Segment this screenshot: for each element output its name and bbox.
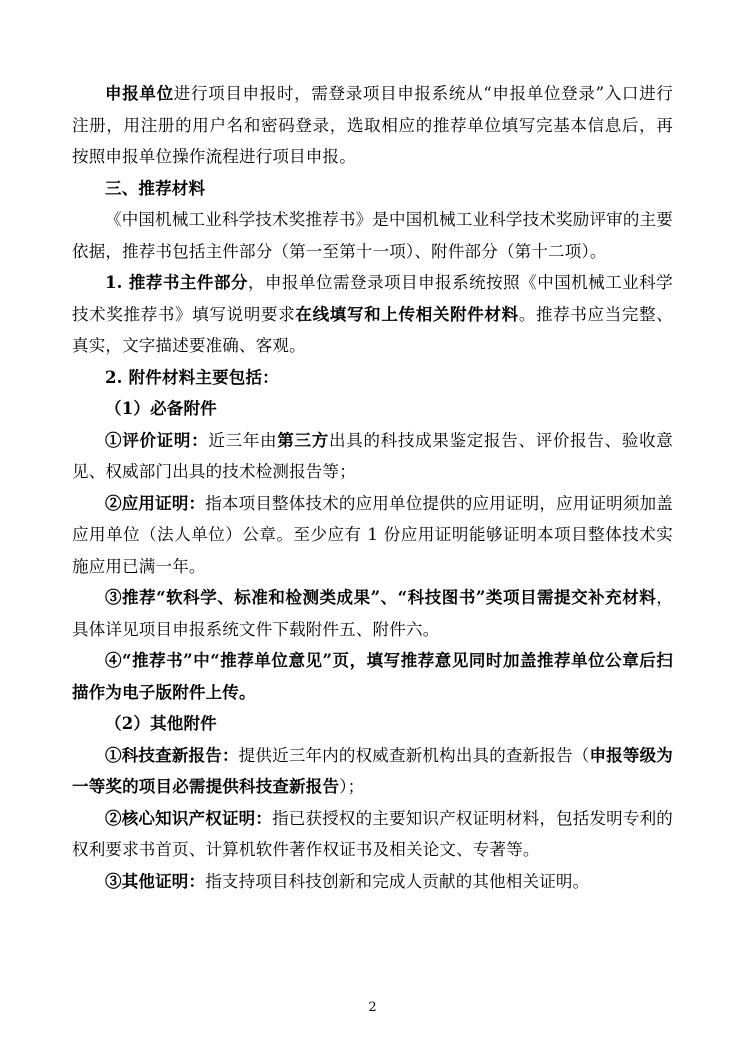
paragraph-p11 [72,708,673,740]
text-run: 在线填写和上传相关附件材料 [295,304,519,324]
text-run: ）； [339,777,365,796]
paragraph-p8 [72,488,673,583]
text-run: （2）其他附件 [105,714,217,733]
paragraph-p6 [72,393,673,425]
text-run: 三、推荐材料 [105,178,206,198]
paragraph-p9 [72,582,673,645]
text-run: ③其他证明： [105,871,206,891]
text-run: 第三方 [277,430,329,450]
text-run: ③推荐“软科学、标准和检测类成果”、“科技图书”类项目需提交补充材料 [105,588,657,607]
paragraph-p2 [72,173,673,205]
text-run: 1. 推荐书主件部分 [105,273,248,292]
paragraph-p7 [72,425,673,488]
paragraph-p12 [72,740,673,803]
text-run: ②应用证明： [105,493,206,513]
paragraph-p14 [72,866,673,898]
paragraph-p5 [72,362,673,394]
text-run: （1）必备附件 [105,399,217,418]
text-run: 近三年由 [208,430,278,450]
text-run: ，申报单位需登录项目申报系统按照《中国机械工业科学技术奖推荐书》填写说明要求 [72,273,673,324]
text-run: ，具体详见项目申报系统文件下载附件五、附件六。 [72,588,673,639]
paragraph-p4 [72,267,673,362]
document-body [72,78,673,897]
text-run: 《中国机械工业科学技术奖推荐书》是中国机械工业科学技术奖励评审的主要依据，推荐书包括主件部分（第一至第十一项）、附件部分（第十二项）。 [72,210,673,261]
text-run: 进行项目申报时，需登录项目申报系统从“申报单位登录”入口进行注册，用注册的用户名和密码登录，选取相应的推荐单位填写完基本信息后，再按照申报单位操作流程进行项目申报。 [72,84,673,166]
paragraph-p10 [72,645,673,708]
text-run: 出具的科技成果鉴定报告、评价报告、验收意见、权威部门出具的技术检测报告等； [72,430,674,481]
text-run: 指支持项目科技创新和完成人贡献的其他相关证明。 [205,871,590,891]
text-run: ②核心知识产权证明： [105,808,273,828]
text-run: 申报等级为一等奖的项目必需提供科技查新报告 [72,745,674,796]
text-run: ①评价证明： [105,430,209,450]
text-run: ①科技查新报告： [105,745,239,765]
text-run: 指已获授权的主要知识产权证明材料，包括发明专利的权利要求书首页、计算机软件著作权证书及相关论文、专著等。 [72,808,673,859]
paragraph-p3 [72,204,673,267]
text-run: 2. 附件材料主要包括： [105,367,279,387]
paragraph-p13 [72,803,673,866]
paragraph-p1 [72,78,673,173]
text-run: ④“推荐书”中“推荐单位意见”页，填写推荐意见同时加盖推荐单位公章后扫描作为电子版附件上传。 [72,651,673,702]
text-run: 提供近三年内的权威查新机构出具的查新报告（ [238,745,590,765]
text-run: 申报单位 [105,84,174,103]
text-run: 指本项目整体技术的应用单位提供的应用证明，应用证明须加盖应用单位（法人单位）公章。至少应有 1 份应用证明能够证明本项目整体技术实施应用已满一年。 [72,493,673,576]
text-run: 。推荐书应当完整、真实，文字描述要准确、客观。 [72,304,673,355]
page-number: 2 [368,1000,377,1015]
